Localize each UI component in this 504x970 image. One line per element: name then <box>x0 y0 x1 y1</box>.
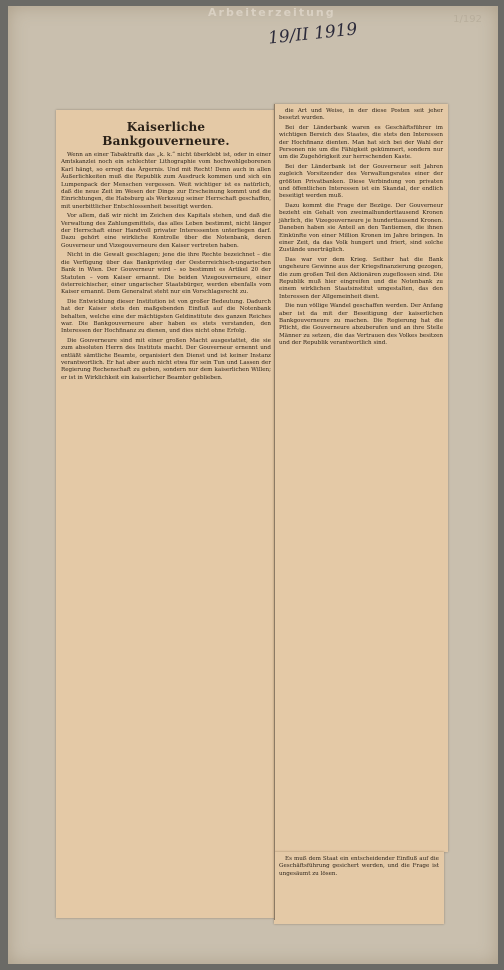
article-paragraph: Vor allem, daß wir nicht im Zeichen des Kapitals stehen, und daß die Verwaltung des Zahlungsmittels, das alles Leben bestimmt, nicht länger der Herrschaft einer Handvoll privater Interessenten unterliegen darf. Dazu gehört eine wirkliche Kontrolle über die Notenbank, deren Gouverneur und Vizegouverneure den Kaiser vertreten haben. <box>61 213 271 249</box>
article-paragraph: Die Gouverneure sind mit einer großen Macht ausgestattet, die sie zum absoluten Herrn des Instituts macht. Der Gouverneur ernennt und entläßt sämtliche Beamte, organisiert den Dienst und ist keiner Instanz verantwortlich. Er hat aber auch nicht etwa für sein Tun und Lassen der Regierung Rechenschaft zu geben, sondern nur dem kaiserlichen Willen; er ist in Wirklichkeit ein kaiserlicher Beamter geblieben. <box>61 337 271 381</box>
handwritten-date: 19/II 1919 <box>267 19 359 49</box>
article-paragraph: die Art und Weise, in der diese Posten seit jeher besetzt wurden. <box>279 108 443 122</box>
article-continuation <box>274 852 444 924</box>
article-paragraph: Es muß dem Staat ein entscheidender Einfluß auf die Geschäftsführung gesichert werden, und die Frage ist ungesäumt zu lösen. <box>279 856 439 877</box>
article-right-column <box>274 104 448 852</box>
column-divider <box>274 104 275 920</box>
article-left-column <box>56 110 276 918</box>
article-paragraph: Nicht in die Gewalt geschlagen; jene die ihre Rechte bezeichnet – die die Verfügung über das Bankprivileg der Oesterreichisch-ungarischen Bank in Wien. Der Gouverneur wird – so bestimmt es Artikel 20 der Statuten – vom Kaiser ernannt. Die beiden Vizegouverneure, einer österreichischer, einer ungarischer Staatsbürger, werden ebenfalls vom Kaiser ernannt. Dem Generalrat steht nur ein Vorschlagsrecht zu. <box>61 252 271 296</box>
article-paragraph: Bei der Länderbank waren es Geschäftsführer im wichtigen Bereich des Staates, die stets den Interessen der Hochfinanz dienten. Man hat sich bei der Wahl der Personen nie um die Fähigkeit gekümmert, sondern nur um die Zugehörigkeit zur herrschenden Kaste. <box>279 124 443 161</box>
article-paragraph: Wenn an einer Tabaktrafik das „k. k.“ nicht überklebt ist, oder in einer Amtskanzlei noch ein schlechter Lithographie vom hochwohlgeborenen Karl hängt, so erregt das Ärgernis. Und mit Recht! Denn auch in allen Äußerlichkeiten muß die Republik zum Ausdruck kommen und sich ein Lumpenpack der Menschen vergessen. Weit wichtiger ist es natürlich, daß die neue Zeit im Wesen der Dinge zur Erscheinung kommt und die Einrichtungen, die Habsburg als Werkzeug seiner Herrschaft geschaffen, mit unerbittlicher Entschlossenheit beseitigt werden. <box>61 152 271 210</box>
article-headline: Kaiserliche Bankgouverneure. <box>102 120 230 148</box>
article-paragraph: Die Entwicklung dieser Institution ist von großer Bedeutung. Dadurch hat der Kaiser stets den maßgebenden Einfluß auf die Notenbank behalten, welche eine der mächtigsten Geldinstitute des ganzen Reiches war. Die Bankgouverneure aber haben es stets verstanden, den Interessen der Hochfinanz zu dienen, und dies nicht ohne Erfolg. <box>61 298 271 335</box>
newspaper-stamp: Arbeiterzeitung <box>208 6 336 19</box>
article-paragraph: Bei der Länderbank ist der Gouverneur seit Jahren zugleich Vorsitzender des Verwaltungsrates einer der größten Privatbanken. Diese Verbindung von privaten und öffentlichen Interessen ist ein Skandal, der endlich beseitigt werden muß. <box>279 163 443 200</box>
article-paragraph: Das war vor dem Krieg. Seither hat die Bank ungeheure Gewinne aus der Kriegsfinanzierung gezogen, die zum großen Teil den Aktionären zugeflossen sind. Die Republik muß hier eingreifen und die Notenbank zu einem wirklichen Staatsinstitut umgestalten, das den Interessen der Allgemeinheit dient. <box>279 256 443 300</box>
archive-reference: 1/192 <box>453 14 482 25</box>
article-paragraph: Die nun völlige Wandel geschaffen werden. Der Anfang aber ist da mit der Beseitigung der kaiserlichen Bankgouverneure zu machen. Die Regierung hat die Pflicht, die Gouverneure abzuberufen und an ihre Stelle Männer zu setzen, die das Vertrauen des Volkes besitzen und der Republik verantwortlich sind. <box>279 303 443 347</box>
article-paragraph: Dazu kommt die Frage der Bezüge. Der Gouverneur bezieht ein Gehalt von zweimalhunderttausend Kronen jährlich, die Vizegouverneure je hunderttausend Kronen. Daneben haben sie Anteil an den Tantiemen, die ihnen Einkünfte von einer Million Kronen im Jahre bringen. In einer Zeit, da das Volk hungert und friert, sind solche Zustände unerträglich. <box>279 202 443 254</box>
